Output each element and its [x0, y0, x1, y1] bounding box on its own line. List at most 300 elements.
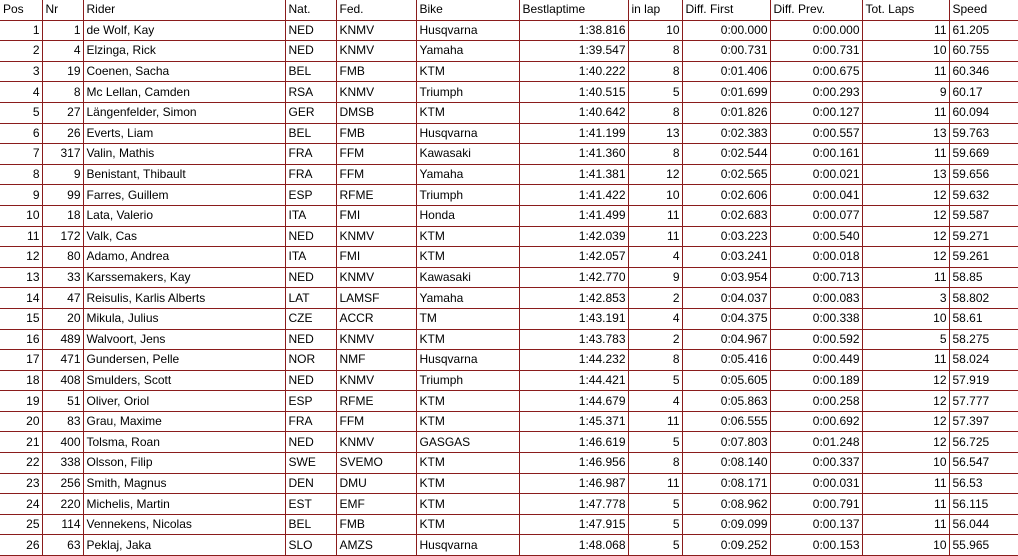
table-row: [0, 453, 1018, 474]
cell-bestlaptime: 1:43.191: [519, 308, 628, 329]
cell-rider: Reisulis, Karlis Alberts: [83, 288, 285, 309]
cell-speed: 58.024: [949, 350, 1018, 371]
cell-diff-first: 0:05.605: [682, 370, 770, 391]
cell-bike: Kawasaki: [416, 267, 519, 288]
cell-fed: FMB: [336, 514, 416, 535]
cell-speed: 59.261: [949, 247, 1018, 268]
cell-diff-prev: 0:00.189: [770, 370, 862, 391]
cell-in-lap: 2: [628, 288, 682, 309]
cell-fed: KNMV: [336, 267, 416, 288]
col-header-tot-laps[interactable]: Tot. Laps: [862, 0, 949, 20]
table-row: [0, 432, 1018, 453]
table-row: [0, 535, 1018, 556]
cell-pos: 8: [0, 164, 42, 185]
table-row: [0, 514, 1018, 535]
table-row: [0, 144, 1018, 165]
cell-rider: Oliver, Oriol: [83, 391, 285, 412]
cell-tot-laps: 11: [862, 20, 949, 41]
cell-fed: RFME: [336, 391, 416, 412]
cell-in-lap: 4: [628, 391, 682, 412]
cell-speed: 57.777: [949, 391, 1018, 412]
cell-tot-laps: 13: [862, 164, 949, 185]
cell-bike: KTM: [416, 102, 519, 123]
cell-tot-laps: 12: [862, 370, 949, 391]
cell-pos: 4: [0, 82, 42, 103]
cell-diff-prev: 0:01.248: [770, 432, 862, 453]
cell-speed: 59.587: [949, 205, 1018, 226]
cell-tot-laps: 5: [862, 329, 949, 350]
table-row: [0, 61, 1018, 82]
cell-diff-prev: 0:00.137: [770, 514, 862, 535]
cell-diff-prev: 0:00.153: [770, 535, 862, 556]
cell-rider: Valin, Mathis: [83, 144, 285, 165]
cell-in-lap: 8: [628, 144, 682, 165]
cell-nat: NED: [285, 226, 336, 247]
cell-diff-first: 0:00.731: [682, 41, 770, 62]
cell-diff-prev: 0:00.041: [770, 185, 862, 206]
cell-pos: 22: [0, 453, 42, 474]
cell-speed: 57.397: [949, 411, 1018, 432]
cell-rider: Längenfelder, Simon: [83, 102, 285, 123]
cell-nat: RSA: [285, 82, 336, 103]
table-row: [0, 267, 1018, 288]
table-row: [0, 473, 1018, 494]
cell-rider: Tolsma, Roan: [83, 432, 285, 453]
cell-in-lap: 10: [628, 20, 682, 41]
cell-nat: SLO: [285, 535, 336, 556]
cell-diff-first: 0:03.223: [682, 226, 770, 247]
cell-pos: 6: [0, 123, 42, 144]
cell-bestlaptime: 1:42.853: [519, 288, 628, 309]
cell-rider: Grau, Maxime: [83, 411, 285, 432]
cell-nat: LAT: [285, 288, 336, 309]
col-header-in-lap[interactable]: in lap: [628, 0, 682, 20]
cell-bestlaptime: 1:47.778: [519, 494, 628, 515]
cell-nat: FRA: [285, 164, 336, 185]
cell-tot-laps: 10: [862, 308, 949, 329]
cell-pos: 21: [0, 432, 42, 453]
cell-in-lap: 5: [628, 514, 682, 535]
cell-speed: 59.271: [949, 226, 1018, 247]
cell-speed: 59.763: [949, 123, 1018, 144]
cell-speed: 60.346: [949, 61, 1018, 82]
cell-diff-prev: 0:00.449: [770, 350, 862, 371]
cell-in-lap: 9: [628, 267, 682, 288]
table-row: [0, 41, 1018, 62]
cell-bike: Husqvarna: [416, 123, 519, 144]
cell-diff-prev: 0:00.557: [770, 123, 862, 144]
cell-speed: 58.802: [949, 288, 1018, 309]
cell-pos: 23: [0, 473, 42, 494]
cell-rider: Everts, Liam: [83, 123, 285, 144]
cell-nat: NED: [285, 267, 336, 288]
cell-bestlaptime: 1:43.783: [519, 329, 628, 350]
cell-pos: 12: [0, 247, 42, 268]
cell-tot-laps: 12: [862, 247, 949, 268]
cell-diff-prev: 0:00.692: [770, 411, 862, 432]
cell-diff-first: 0:01.699: [682, 82, 770, 103]
cell-speed: 59.656: [949, 164, 1018, 185]
cell-bestlaptime: 1:40.642: [519, 102, 628, 123]
cell-bestlaptime: 1:42.057: [519, 247, 628, 268]
cell-pos: 10: [0, 205, 42, 226]
cell-diff-first: 0:00.000: [682, 20, 770, 41]
cell-rider: Peklaj, Jaka: [83, 535, 285, 556]
cell-bestlaptime: 1:46.956: [519, 453, 628, 474]
cell-tot-laps: 10: [862, 535, 949, 556]
cell-bike: KTM: [416, 61, 519, 82]
cell-fed: FMB: [336, 123, 416, 144]
cell-in-lap: 5: [628, 370, 682, 391]
cell-in-lap: 5: [628, 82, 682, 103]
cell-bestlaptime: 1:44.421: [519, 370, 628, 391]
cell-fed: FMB: [336, 61, 416, 82]
cell-speed: 56.115: [949, 494, 1018, 515]
cell-bestlaptime: 1:41.422: [519, 185, 628, 206]
cell-nr: 33: [42, 267, 83, 288]
cell-nat: FRA: [285, 411, 336, 432]
cell-nr: 20: [42, 308, 83, 329]
cell-rider: Walvoort, Jens: [83, 329, 285, 350]
cell-rider: Mc Lellan, Camden: [83, 82, 285, 103]
cell-pos: 25: [0, 514, 42, 535]
cell-nr: 19: [42, 61, 83, 82]
col-header-fed[interactable]: Fed.: [336, 0, 416, 20]
cell-bike: KTM: [416, 514, 519, 535]
cell-pos: 18: [0, 370, 42, 391]
col-header-speed[interactable]: Speed: [949, 0, 1018, 20]
cell-tot-laps: 11: [862, 61, 949, 82]
cell-pos: 14: [0, 288, 42, 309]
cell-rider: Farres, Guillem: [83, 185, 285, 206]
cell-rider: Valk, Cas: [83, 226, 285, 247]
cell-nat: ITA: [285, 247, 336, 268]
cell-rider: de Wolf, Kay: [83, 20, 285, 41]
col-header-diff-prev[interactable]: Diff. Prev.: [770, 0, 862, 20]
cell-speed: 60.17: [949, 82, 1018, 103]
cell-diff-first: 0:04.375: [682, 308, 770, 329]
cell-rider: Smulders, Scott: [83, 370, 285, 391]
cell-fed: KNMV: [336, 41, 416, 62]
col-header-nr[interactable]: Nr: [42, 0, 83, 20]
cell-fed: RFME: [336, 185, 416, 206]
cell-bike: Yamaha: [416, 41, 519, 62]
cell-pos: 11: [0, 226, 42, 247]
cell-speed: 56.547: [949, 453, 1018, 474]
cell-nat: ITA: [285, 205, 336, 226]
cell-rider: Gundersen, Pelle: [83, 350, 285, 371]
cell-rider: Coenen, Sacha: [83, 61, 285, 82]
cell-nat: FRA: [285, 144, 336, 165]
cell-bike: Husqvarna: [416, 20, 519, 41]
cell-tot-laps: 11: [862, 267, 949, 288]
cell-rider: Smith, Magnus: [83, 473, 285, 494]
cell-pos: 24: [0, 494, 42, 515]
cell-pos: 3: [0, 61, 42, 82]
cell-diff-prev: 0:00.791: [770, 494, 862, 515]
cell-diff-prev: 0:00.713: [770, 267, 862, 288]
cell-in-lap: 11: [628, 473, 682, 494]
cell-fed: ACCR: [336, 308, 416, 329]
cell-diff-first: 0:09.252: [682, 535, 770, 556]
cell-speed: 56.725: [949, 432, 1018, 453]
cell-tot-laps: 12: [862, 411, 949, 432]
cell-nr: 99: [42, 185, 83, 206]
cell-fed: KNMV: [336, 82, 416, 103]
cell-bike: Husqvarna: [416, 535, 519, 556]
cell-pos: 13: [0, 267, 42, 288]
cell-diff-prev: 0:00.675: [770, 61, 862, 82]
cell-pos: 1: [0, 20, 42, 41]
cell-bike: Yamaha: [416, 288, 519, 309]
cell-tot-laps: 12: [862, 391, 949, 412]
cell-pos: 5: [0, 102, 42, 123]
cell-fed: DMU: [336, 473, 416, 494]
cell-speed: 61.205: [949, 20, 1018, 41]
cell-bestlaptime: 1:40.515: [519, 82, 628, 103]
col-header-bestlaptime[interactable]: Bestlaptime: [519, 0, 628, 20]
cell-nr: 220: [42, 494, 83, 515]
cell-nat: BEL: [285, 61, 336, 82]
cell-rider: Olsson, Filip: [83, 453, 285, 474]
cell-nr: 8: [42, 82, 83, 103]
cell-in-lap: 10: [628, 185, 682, 206]
cell-nr: 400: [42, 432, 83, 453]
cell-nr: 47: [42, 288, 83, 309]
cell-nr: 51: [42, 391, 83, 412]
cell-bestlaptime: 1:46.987: [519, 473, 628, 494]
cell-in-lap: 5: [628, 432, 682, 453]
cell-bestlaptime: 1:39.547: [519, 41, 628, 62]
cell-diff-prev: 0:00.540: [770, 226, 862, 247]
cell-pos: 7: [0, 144, 42, 165]
col-header-pos[interactable]: Pos: [0, 0, 42, 20]
cell-rider: Karssemakers, Kay: [83, 267, 285, 288]
cell-speed: 58.85: [949, 267, 1018, 288]
cell-diff-first: 0:05.416: [682, 350, 770, 371]
cell-bike: Triumph: [416, 370, 519, 391]
cell-diff-first: 0:08.962: [682, 494, 770, 515]
cell-nr: 471: [42, 350, 83, 371]
cell-diff-prev: 0:00.083: [770, 288, 862, 309]
cell-in-lap: 11: [628, 226, 682, 247]
cell-fed: AMZS: [336, 535, 416, 556]
col-header-nat[interactable]: Nat.: [285, 0, 336, 20]
cell-diff-first: 0:02.565: [682, 164, 770, 185]
cell-tot-laps: 11: [862, 102, 949, 123]
cell-nr: 1: [42, 20, 83, 41]
cell-in-lap: 8: [628, 102, 682, 123]
cell-bike: KTM: [416, 391, 519, 412]
cell-fed: LAMSF: [336, 288, 416, 309]
cell-diff-first: 0:03.954: [682, 267, 770, 288]
col-header-diff-first[interactable]: Diff. First: [682, 0, 770, 20]
cell-in-lap: 5: [628, 494, 682, 515]
cell-fed: DMSB: [336, 102, 416, 123]
cell-bike: GASGAS: [416, 432, 519, 453]
cell-nr: 489: [42, 329, 83, 350]
cell-nr: 9: [42, 164, 83, 185]
cell-bike: Yamaha: [416, 164, 519, 185]
cell-tot-laps: 9: [862, 82, 949, 103]
cell-tot-laps: 12: [862, 226, 949, 247]
table-row: [0, 391, 1018, 412]
cell-diff-prev: 0:00.161: [770, 144, 862, 165]
cell-nr: 408: [42, 370, 83, 391]
cell-diff-prev: 0:00.021: [770, 164, 862, 185]
cell-nr: 80: [42, 247, 83, 268]
cell-tot-laps: 11: [862, 473, 949, 494]
cell-diff-first: 0:07.803: [682, 432, 770, 453]
cell-tot-laps: 11: [862, 514, 949, 535]
cell-bike: Honda: [416, 205, 519, 226]
table-row: [0, 20, 1018, 41]
cell-tot-laps: 3: [862, 288, 949, 309]
cell-nat: ESP: [285, 391, 336, 412]
cell-nat: NOR: [285, 350, 336, 371]
cell-rider: Lata, Valerio: [83, 205, 285, 226]
cell-pos: 17: [0, 350, 42, 371]
cell-nat: ESP: [285, 185, 336, 206]
cell-nr: 83: [42, 411, 83, 432]
cell-nr: 63: [42, 535, 83, 556]
cell-tot-laps: 11: [862, 350, 949, 371]
cell-in-lap: 5: [628, 535, 682, 556]
cell-bestlaptime: 1:41.499: [519, 205, 628, 226]
cell-bestlaptime: 1:47.915: [519, 514, 628, 535]
cell-nat: EST: [285, 494, 336, 515]
cell-fed: FFM: [336, 164, 416, 185]
cell-in-lap: 11: [628, 205, 682, 226]
cell-speed: 58.61: [949, 308, 1018, 329]
table-row: [0, 350, 1018, 371]
cell-diff-prev: 0:00.077: [770, 205, 862, 226]
cell-bike: Kawasaki: [416, 144, 519, 165]
cell-rider: Adamo, Andrea: [83, 247, 285, 268]
table-row: [0, 370, 1018, 391]
cell-in-lap: 8: [628, 350, 682, 371]
cell-diff-first: 0:08.140: [682, 453, 770, 474]
cell-fed: KNMV: [336, 20, 416, 41]
cell-diff-first: 0:08.171: [682, 473, 770, 494]
cell-bestlaptime: 1:38.816: [519, 20, 628, 41]
cell-in-lap: 11: [628, 411, 682, 432]
cell-diff-first: 0:02.683: [682, 205, 770, 226]
cell-bestlaptime: 1:44.232: [519, 350, 628, 371]
cell-nat: GER: [285, 102, 336, 123]
cell-bike: TM: [416, 308, 519, 329]
cell-bestlaptime: 1:44.679: [519, 391, 628, 412]
cell-bestlaptime: 1:45.371: [519, 411, 628, 432]
cell-nr: 317: [42, 144, 83, 165]
cell-bestlaptime: 1:41.360: [519, 144, 628, 165]
cell-nat: BEL: [285, 514, 336, 535]
cell-diff-first: 0:01.406: [682, 61, 770, 82]
col-header-rider[interactable]: Rider: [83, 0, 285, 20]
cell-nr: 256: [42, 473, 83, 494]
cell-fed: KNMV: [336, 432, 416, 453]
table-row: [0, 329, 1018, 350]
cell-bike: Husqvarna: [416, 350, 519, 371]
cell-diff-prev: 0:00.592: [770, 329, 862, 350]
cell-speed: 59.669: [949, 144, 1018, 165]
cell-nat: NED: [285, 370, 336, 391]
cell-speed: 59.632: [949, 185, 1018, 206]
cell-diff-first: 0:06.555: [682, 411, 770, 432]
cell-diff-prev: 0:00.000: [770, 20, 862, 41]
cell-diff-first: 0:02.544: [682, 144, 770, 165]
table-row: [0, 205, 1018, 226]
cell-in-lap: 13: [628, 123, 682, 144]
cell-bike: KTM: [416, 473, 519, 494]
cell-bike: Triumph: [416, 82, 519, 103]
cell-bike: KTM: [416, 226, 519, 247]
cell-rider: Mikula, Julius: [83, 308, 285, 329]
cell-in-lap: 4: [628, 308, 682, 329]
cell-in-lap: 8: [628, 61, 682, 82]
cell-nat: CZE: [285, 308, 336, 329]
cell-bestlaptime: 1:42.039: [519, 226, 628, 247]
cell-fed: EMF: [336, 494, 416, 515]
cell-speed: 60.755: [949, 41, 1018, 62]
cell-tot-laps: 12: [862, 432, 949, 453]
cell-bike: Triumph: [416, 185, 519, 206]
table-row: [0, 411, 1018, 432]
cell-speed: 60.094: [949, 102, 1018, 123]
cell-in-lap: 2: [628, 329, 682, 350]
cell-nat: BEL: [285, 123, 336, 144]
cell-fed: FMI: [336, 247, 416, 268]
cell-speed: 55.965: [949, 535, 1018, 556]
table-row: [0, 185, 1018, 206]
cell-fed: SVEMO: [336, 453, 416, 474]
cell-nr: 114: [42, 514, 83, 535]
col-header-bike[interactable]: Bike: [416, 0, 519, 20]
cell-bestlaptime: 1:48.068: [519, 535, 628, 556]
table-row: [0, 247, 1018, 268]
cell-nat: NED: [285, 329, 336, 350]
cell-diff-prev: 0:00.337: [770, 453, 862, 474]
cell-bestlaptime: 1:46.619: [519, 432, 628, 453]
cell-nat: SWE: [285, 453, 336, 474]
cell-speed: 56.53: [949, 473, 1018, 494]
cell-nr: 27: [42, 102, 83, 123]
cell-bike: KTM: [416, 247, 519, 268]
cell-diff-first: 0:03.241: [682, 247, 770, 268]
cell-diff-prev: 0:00.018: [770, 247, 862, 268]
cell-nr: 4: [42, 41, 83, 62]
cell-diff-prev: 0:00.293: [770, 82, 862, 103]
cell-bestlaptime: 1:41.199: [519, 123, 628, 144]
cell-nr: 26: [42, 123, 83, 144]
table-row: [0, 82, 1018, 103]
cell-pos: 19: [0, 391, 42, 412]
cell-fed: NMF: [336, 350, 416, 371]
cell-pos: 2: [0, 41, 42, 62]
cell-bestlaptime: 1:41.381: [519, 164, 628, 185]
header-row: [0, 0, 1018, 20]
cell-tot-laps: 12: [862, 205, 949, 226]
cell-diff-prev: 0:00.731: [770, 41, 862, 62]
cell-diff-first: 0:09.099: [682, 514, 770, 535]
cell-nat: NED: [285, 432, 336, 453]
cell-tot-laps: 10: [862, 41, 949, 62]
cell-diff-prev: 0:00.031: [770, 473, 862, 494]
cell-rider: Benistant, Thibault: [83, 164, 285, 185]
cell-nat: DEN: [285, 473, 336, 494]
cell-diff-prev: 0:00.127: [770, 102, 862, 123]
cell-bike: KTM: [416, 411, 519, 432]
